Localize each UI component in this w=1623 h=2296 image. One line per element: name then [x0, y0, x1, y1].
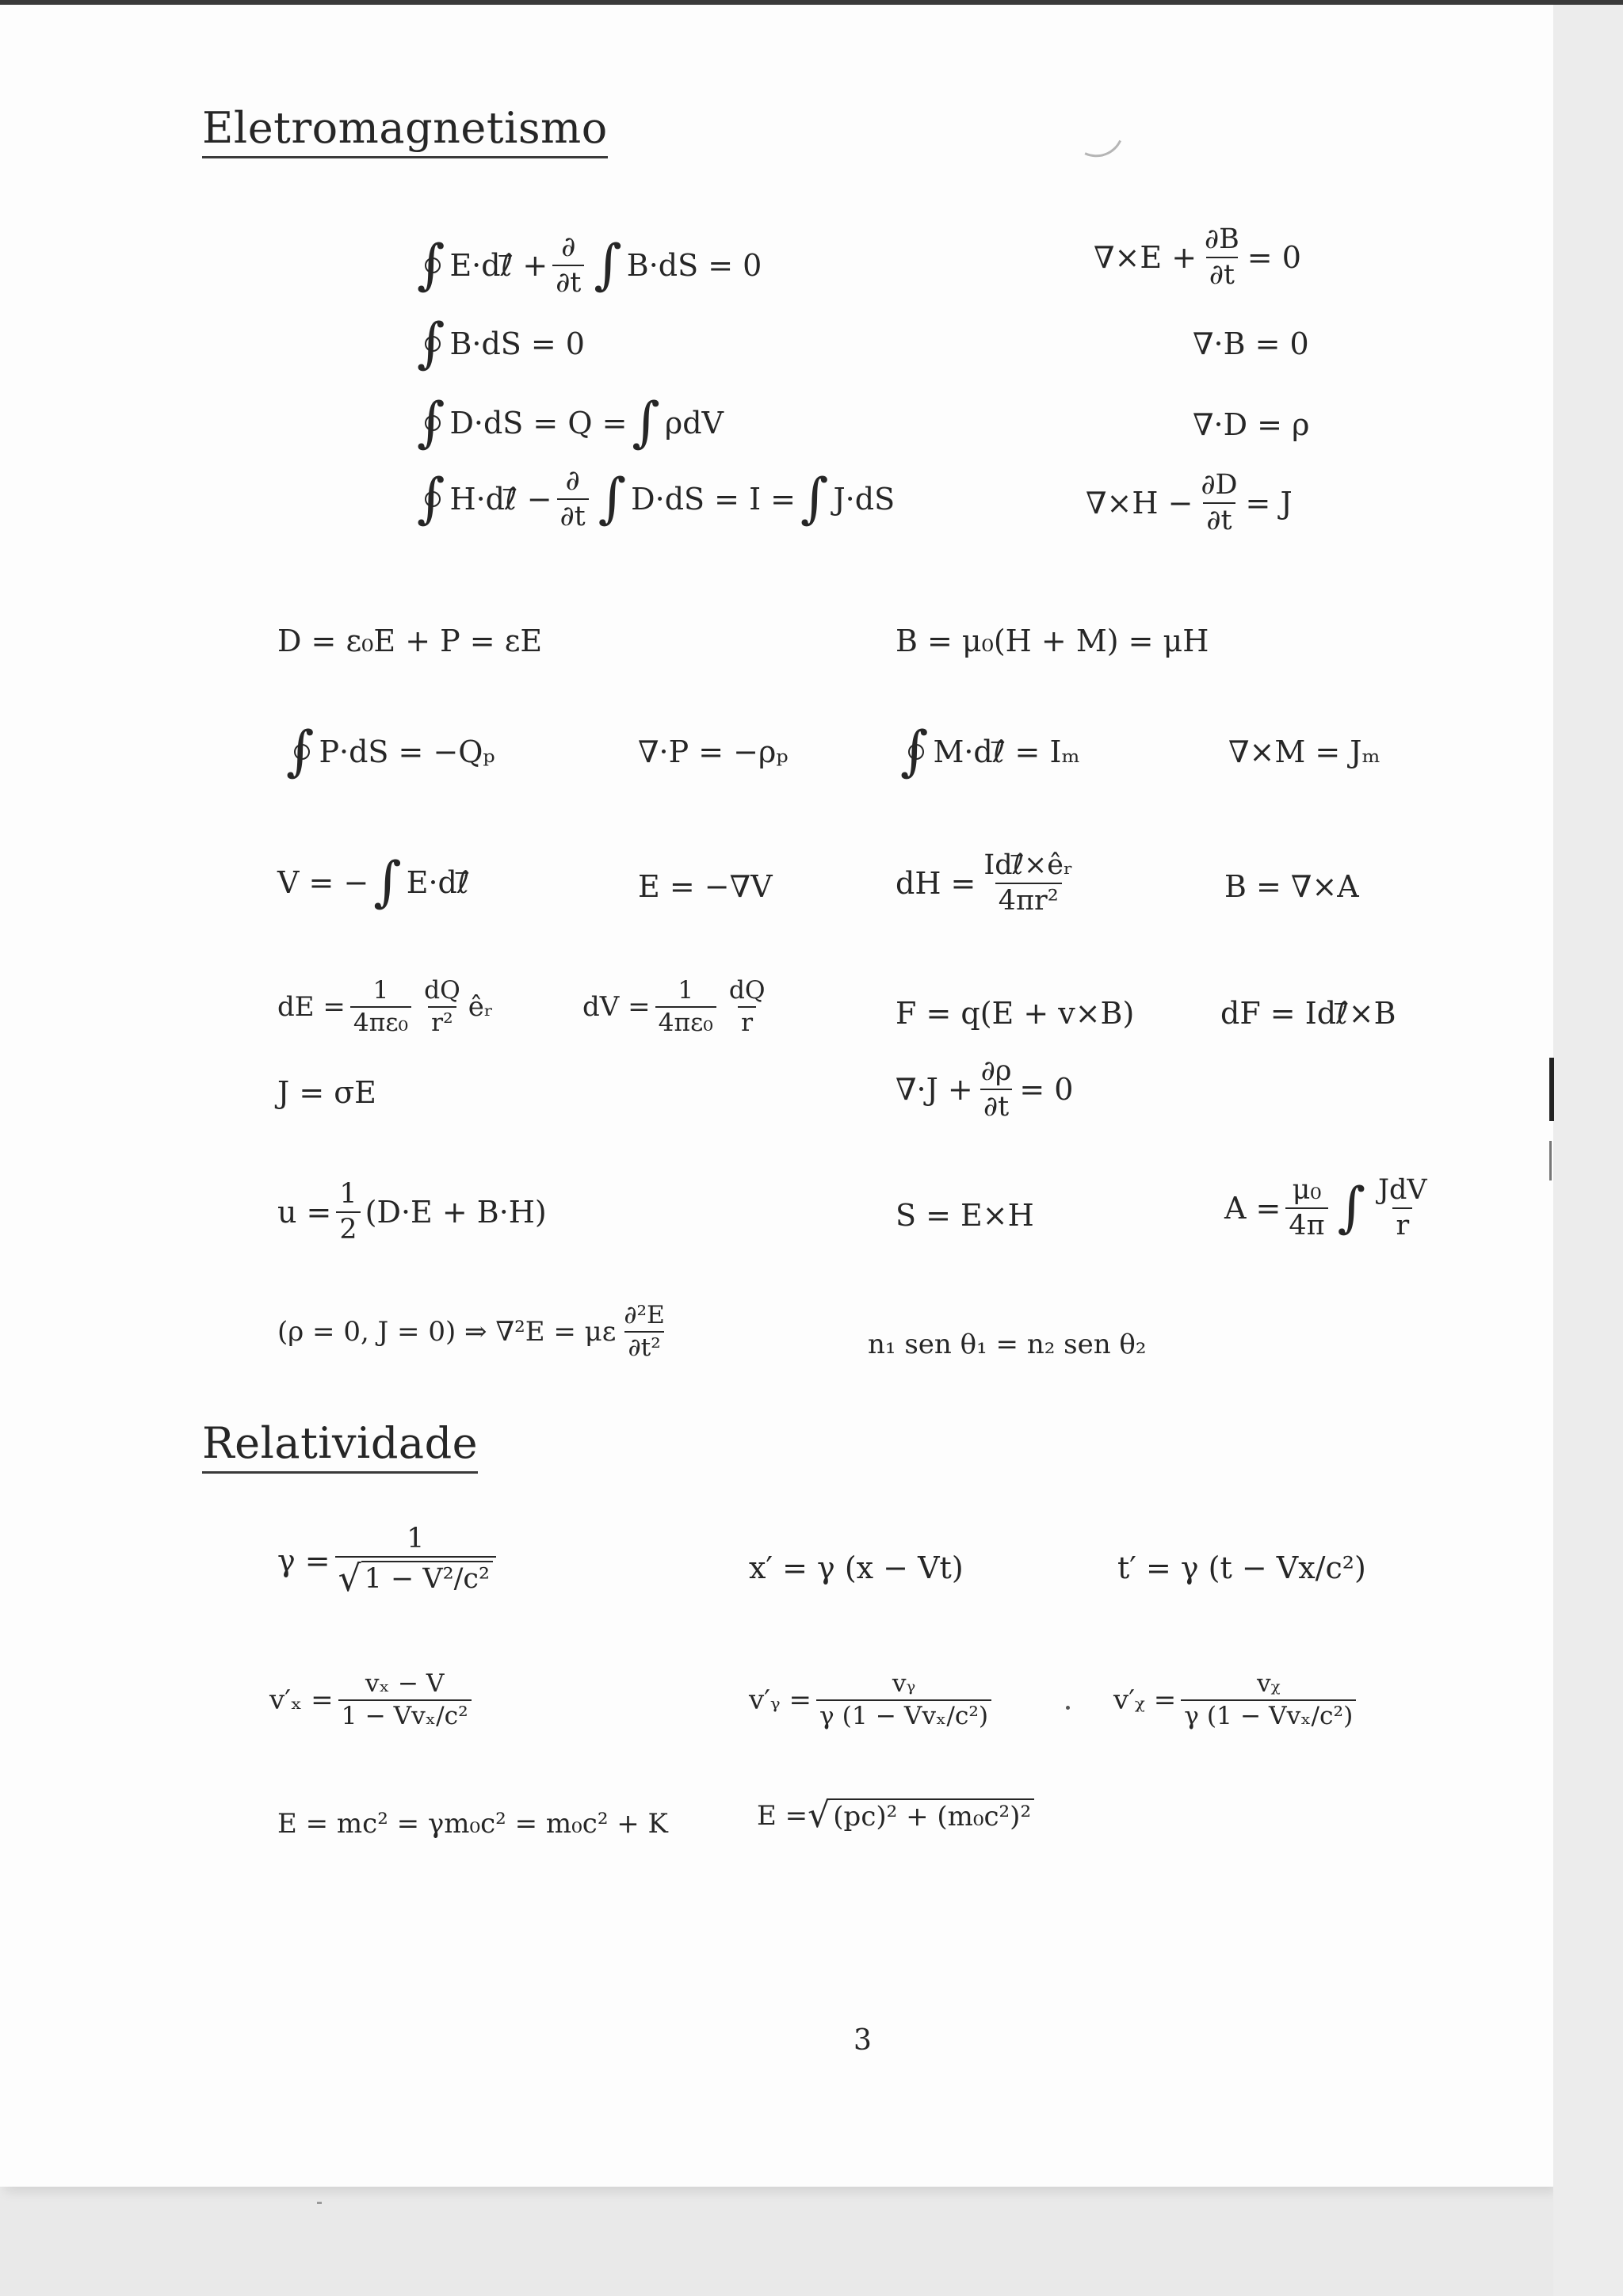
- eq-part: (D·E + B·H): [365, 1194, 547, 1230]
- snells-law: n₁ sen θ₁ = n₂ sen θ₂: [868, 1329, 1147, 1360]
- field-from-potential: E = −∇V: [638, 869, 773, 904]
- gauss-magnetism-differential: ∇·B = 0: [1193, 326, 1309, 361]
- eq-part: u =: [277, 1194, 332, 1230]
- page-number: 3: [854, 2024, 872, 2057]
- velocity-z: [1113, 1669, 1361, 1731]
- magnetization-curl: ∇×M = Jₘ: [1228, 734, 1381, 769]
- ampere-maxwell-integral: [412, 467, 895, 531]
- energy-momentum: [757, 1795, 1034, 1836]
- integral-symbol: ∫: [1337, 1176, 1366, 1239]
- eq-part: A =: [1224, 1190, 1281, 1226]
- integral-symbol: ∫: [598, 467, 627, 530]
- lorentz-factor: [277, 1523, 501, 1600]
- denominator: 1 − Vvₓ/c²: [338, 1699, 472, 1729]
- numerator: ∂D: [1201, 469, 1238, 501]
- numerator: ∂: [565, 465, 580, 497]
- numerator: ∂²E: [624, 1301, 665, 1329]
- denominator: r: [738, 1006, 756, 1035]
- denominator: r²: [428, 1006, 456, 1035]
- fraction: [336, 1180, 360, 1244]
- fraction: [552, 231, 584, 299]
- magnetization-integral: [896, 720, 1080, 783]
- fraction: [421, 978, 464, 1036]
- numerator: dQ: [728, 976, 766, 1005]
- integral-symbol: ∫: [632, 391, 660, 454]
- eq-part: ρdV: [664, 406, 724, 441]
- denominator: r: [1392, 1207, 1412, 1240]
- fraction: [726, 978, 769, 1036]
- radicand: 1 − V²/c²: [361, 1561, 493, 1593]
- ohms-law: J = σE: [277, 1075, 376, 1110]
- eq-part: = J: [1245, 485, 1293, 521]
- numerator: 1: [372, 976, 389, 1005]
- denominator: ∂t: [1203, 502, 1235, 535]
- numerator: 1: [407, 1523, 425, 1554]
- denominator: ∂t: [1206, 257, 1238, 289]
- eq-part: v′ₓ =: [269, 1684, 334, 1717]
- eq-part: B·dS = 0: [449, 326, 585, 361]
- numerator: 1: [339, 1178, 357, 1210]
- ampere-maxwell-differential: [1086, 471, 1293, 535]
- denominator: [335, 1556, 496, 1600]
- eq-part: ∇·J +: [896, 1071, 973, 1107]
- fraction: [338, 1669, 472, 1731]
- fraction: [1375, 1174, 1430, 1241]
- coulomb-field: [277, 978, 494, 1036]
- faraday-differential: [1094, 223, 1301, 291]
- eq-part: dE =: [277, 991, 346, 1024]
- energy-density: [277, 1180, 547, 1244]
- numerator: JdV: [1378, 1174, 1427, 1206]
- eq-part: V = −: [277, 865, 369, 900]
- fraction: [980, 849, 1076, 917]
- denominator: ∂t: [980, 1089, 1012, 1121]
- force-on-current: dF = Idℓ⃗×B: [1220, 996, 1396, 1031]
- eq-part: ∇×H −: [1086, 485, 1193, 521]
- eq-part: P·dS = −Qₚ: [319, 734, 495, 769]
- section-title-electromagnetism: Eletromagnetismo: [202, 103, 608, 158]
- numerator: 1: [678, 976, 694, 1005]
- eq-part: B·dS = 0: [626, 247, 762, 283]
- denominator: 4πε₀: [655, 1006, 716, 1035]
- radicand: (pc)² + (m₀c²)²: [830, 1798, 1034, 1830]
- square-root: √ 1 − V²/c²: [338, 1561, 493, 1596]
- scan-margin: [1553, 0, 1623, 2296]
- polarization-integral: [281, 720, 495, 783]
- fraction: [816, 1669, 991, 1731]
- contour-integral-symbol: ∫: [417, 467, 445, 530]
- vector-potential-curl: B = ∇×A: [1224, 869, 1359, 904]
- eq-part: = 0: [1019, 1071, 1074, 1107]
- fraction: [557, 467, 589, 531]
- fraction: [335, 1523, 496, 1600]
- eq-part: = 0: [1247, 239, 1301, 275]
- electric-potential: [277, 851, 470, 913]
- numerator: ∂: [561, 231, 576, 263]
- scan-top-edge: [0, 0, 1623, 5]
- scan-mark: [1549, 1058, 1554, 1121]
- coulomb-potential: [582, 978, 773, 1036]
- denominator: ∂t: [552, 265, 584, 297]
- lorentz-t: t′ = γ (t − Vx/c²): [1117, 1550, 1366, 1585]
- displacement-field: D = ε₀E + P = εE: [277, 624, 543, 658]
- eq-part: v′ᵪ =: [1113, 1684, 1177, 1717]
- contour-integral-symbol: ∫: [900, 720, 929, 783]
- eq-part: J·dS: [833, 481, 896, 517]
- fraction: [1201, 223, 1243, 291]
- gauss-law-integral: [412, 391, 724, 454]
- eq-part: D·dS = Q =: [449, 406, 628, 441]
- denominator: ∂t²: [624, 1331, 663, 1360]
- fraction: [655, 978, 716, 1036]
- lorentz-force: F = q(E + v×B): [896, 996, 1135, 1031]
- eq-part: (ρ = 0, J = 0) ⇒ ∇²E = με: [277, 1316, 617, 1348]
- eq-part: H·dℓ⃗ −: [449, 481, 552, 517]
- numerator: ∂ρ: [980, 1055, 1012, 1087]
- denominator: ∂t: [557, 498, 589, 531]
- biot-savart: [896, 849, 1081, 917]
- fraction: [1181, 1669, 1356, 1731]
- eq-part: êᵣ: [468, 991, 494, 1024]
- eq-part: v′ᵧ =: [749, 1684, 812, 1717]
- eq-part: E =: [757, 1800, 808, 1833]
- magnetic-field: B = μ₀(H + M) = μH: [896, 624, 1209, 658]
- integral-symbol: ∫: [594, 233, 622, 296]
- fraction: [621, 1303, 668, 1361]
- denominator: 4π: [1285, 1207, 1327, 1240]
- numerator: vᵪ: [1256, 1669, 1281, 1698]
- scan-speck: [317, 2202, 322, 2204]
- denominator: γ (1 − Vvₓ/c²): [1181, 1699, 1356, 1729]
- numerator: Idℓ⃗×êᵣ: [983, 849, 1074, 881]
- fraction: [978, 1055, 1015, 1123]
- numerator: ∂B: [1205, 223, 1239, 255]
- gauss-law-differential: ∇·D = ρ: [1193, 407, 1310, 442]
- numerator: vᵧ: [892, 1669, 916, 1698]
- contour-integral-symbol: ∫: [417, 312, 445, 375]
- fraction: [1197, 471, 1240, 535]
- eq-part: dV =: [582, 991, 651, 1024]
- poynting-vector: S = E×H: [896, 1198, 1034, 1233]
- eq-part: ∇×E +: [1094, 239, 1197, 275]
- fraction: [1285, 1174, 1327, 1241]
- numerator: dQ: [424, 976, 460, 1005]
- wave-equation: [277, 1303, 673, 1361]
- continuity-equation: [896, 1055, 1074, 1123]
- gauss-magnetism-integral: [412, 312, 585, 375]
- eq-part: D·dS = I =: [631, 481, 796, 517]
- scan-speck: [1066, 1706, 1070, 1710]
- eq-part: E·dℓ⃗ +: [449, 247, 548, 283]
- eq-part: M·dℓ⃗ = Iₘ: [933, 734, 1080, 769]
- square-root: √ (pc)² + (m₀c²)²: [808, 1798, 1034, 1833]
- contour-integral-symbol: ∫: [417, 391, 445, 454]
- numerator: μ₀: [1292, 1174, 1322, 1206]
- eq-part: dH =: [896, 865, 976, 901]
- scan-mark: [1549, 1141, 1552, 1180]
- contour-integral-symbol: ∫: [286, 720, 315, 783]
- faraday-integral: [412, 231, 762, 299]
- polarization-divergence: ∇·P = −ρₚ: [638, 734, 789, 769]
- section-title-relativity: Relatividade: [202, 1418, 478, 1474]
- relativistic-energy: E = mc² = γm₀c² = m₀c² + K: [277, 1808, 668, 1840]
- velocity-x: [269, 1669, 476, 1731]
- numerator: vₓ − V: [365, 1669, 445, 1698]
- lorentz-x: x′ = γ (x − Vt): [749, 1550, 964, 1585]
- denominator: 4πr²: [995, 883, 1062, 915]
- eq-part: γ =: [277, 1543, 330, 1579]
- velocity-y: [749, 1669, 996, 1731]
- denominator: γ (1 − Vvₓ/c²): [816, 1699, 991, 1729]
- contour-integral-symbol: ∫: [417, 233, 445, 296]
- vector-potential: [1224, 1174, 1435, 1241]
- denominator: 4πε₀: [350, 1006, 411, 1035]
- integral-symbol: ∫: [373, 851, 402, 913]
- eq-part: E·dℓ⃗: [406, 865, 470, 900]
- denominator: 2: [336, 1211, 360, 1244]
- fraction: [350, 978, 411, 1036]
- integral-symbol: ∫: [800, 467, 829, 530]
